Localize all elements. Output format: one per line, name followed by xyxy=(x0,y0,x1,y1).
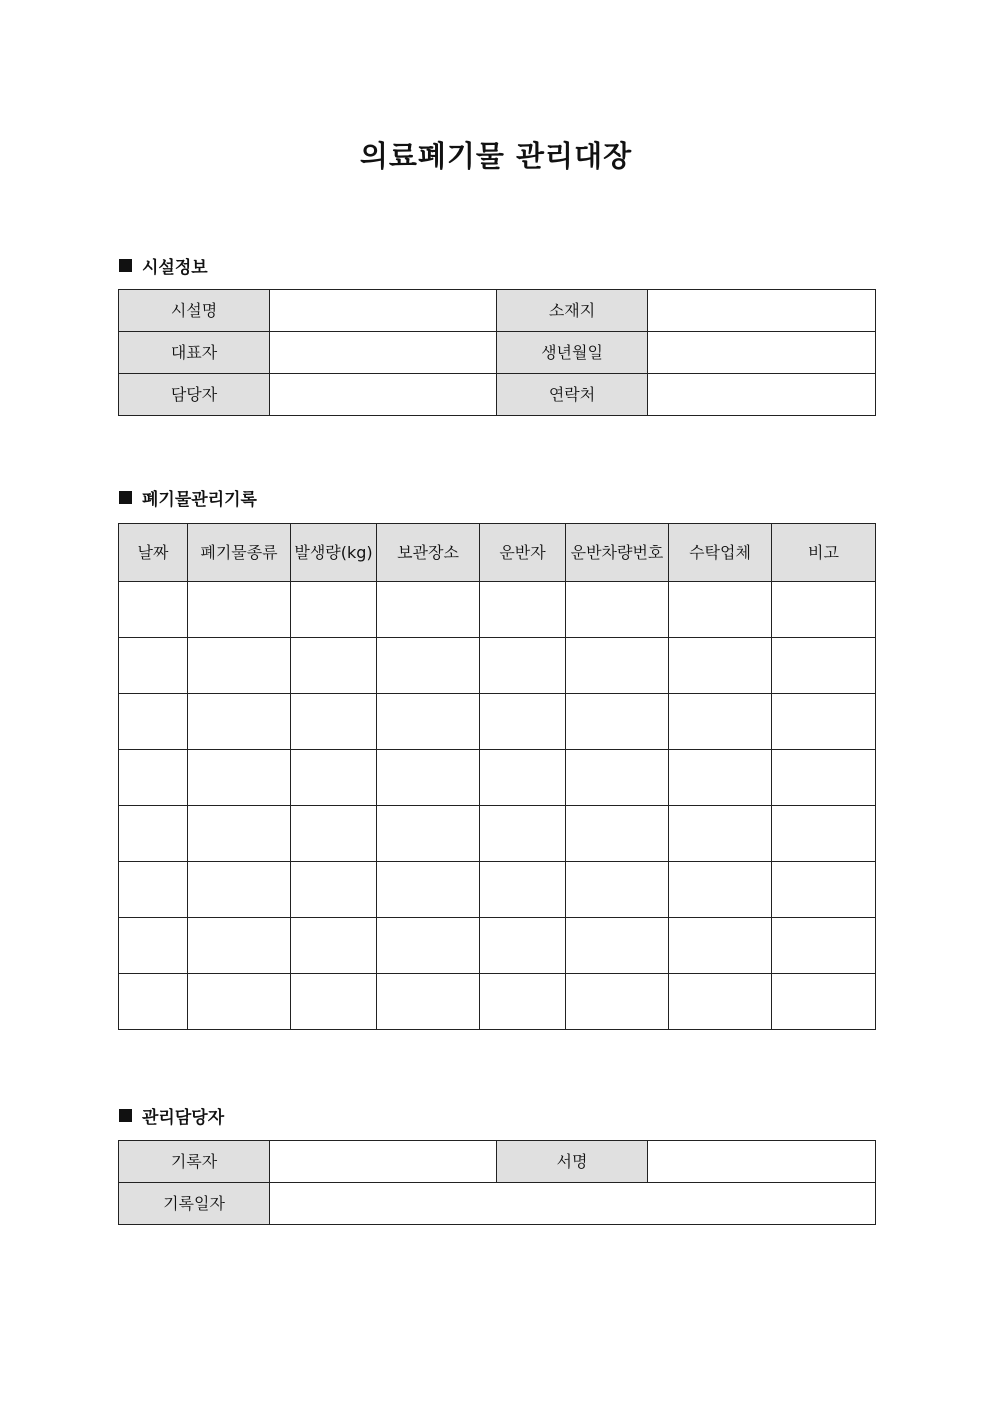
recorder-field[interactable] xyxy=(270,1141,497,1183)
record-cell[interactable] xyxy=(669,974,772,1030)
record-cell[interactable] xyxy=(377,694,480,750)
facility-info-table xyxy=(118,289,876,416)
section-heading-manager xyxy=(119,1104,224,1126)
record-cell[interactable] xyxy=(119,862,188,918)
table-header-row xyxy=(119,524,876,582)
record-cell[interactable] xyxy=(291,694,377,750)
record-cell[interactable] xyxy=(669,582,772,638)
column-header: 비고 xyxy=(772,524,876,582)
birth-date-label: 생년월일 xyxy=(497,332,648,374)
record-cell[interactable] xyxy=(188,974,291,1030)
column-header: 운반자 xyxy=(480,524,566,582)
record-cell[interactable] xyxy=(377,638,480,694)
table-row xyxy=(119,1183,876,1225)
record-cell[interactable] xyxy=(669,694,772,750)
record-cell[interactable] xyxy=(772,806,876,862)
record-cell[interactable] xyxy=(566,862,669,918)
record-cell[interactable] xyxy=(772,750,876,806)
record-cell[interactable] xyxy=(566,694,669,750)
record-cell[interactable] xyxy=(119,638,188,694)
record-cell[interactable] xyxy=(188,582,291,638)
record-cell[interactable] xyxy=(772,638,876,694)
location-label: 소재지 xyxy=(497,290,648,332)
manager-table xyxy=(118,1140,876,1225)
record-cell[interactable] xyxy=(188,918,291,974)
record-cell[interactable] xyxy=(291,638,377,694)
table-row xyxy=(119,806,876,862)
record-cell[interactable] xyxy=(377,750,480,806)
record-cell[interactable] xyxy=(188,638,291,694)
section-heading-label: 관리담당자 xyxy=(142,1107,225,1128)
record-cell[interactable] xyxy=(480,582,566,638)
representative-label: 대표자 xyxy=(119,332,270,374)
record-cell[interactable] xyxy=(291,974,377,1030)
record-cell[interactable] xyxy=(480,806,566,862)
record-cell[interactable] xyxy=(772,974,876,1030)
record-cell[interactable] xyxy=(772,918,876,974)
section-heading-facility xyxy=(119,254,208,276)
table-row xyxy=(119,918,876,974)
table-row xyxy=(119,332,876,374)
record-cell[interactable] xyxy=(480,750,566,806)
record-cell[interactable] xyxy=(119,694,188,750)
square-bullet-icon xyxy=(119,1109,132,1122)
signature-field[interactable] xyxy=(648,1141,876,1183)
recorder-label: 기록자 xyxy=(119,1141,270,1183)
record-cell[interactable] xyxy=(119,806,188,862)
column-header: 수탁업체 xyxy=(669,524,772,582)
section-heading-records xyxy=(119,486,257,508)
table-row xyxy=(119,582,876,638)
record-cell[interactable] xyxy=(566,974,669,1030)
record-cell[interactable] xyxy=(669,750,772,806)
record-cell[interactable] xyxy=(566,750,669,806)
record-date-field[interactable] xyxy=(270,1183,876,1225)
column-header: 운반차량번호 xyxy=(566,524,669,582)
person-in-charge-label: 담당자 xyxy=(119,374,270,416)
contact-label: 연락처 xyxy=(497,374,648,416)
waste-records-table xyxy=(118,523,876,1030)
record-cell[interactable] xyxy=(188,694,291,750)
record-cell[interactable] xyxy=(377,582,480,638)
location-field[interactable] xyxy=(648,290,876,332)
record-cell[interactable] xyxy=(566,806,669,862)
table-row xyxy=(119,1141,876,1183)
signature-label: 서명 xyxy=(497,1141,648,1183)
facility-name-field[interactable] xyxy=(270,290,497,332)
record-cell[interactable] xyxy=(480,694,566,750)
record-cell[interactable] xyxy=(377,862,480,918)
square-bullet-icon xyxy=(119,259,132,272)
record-cell[interactable] xyxy=(480,974,566,1030)
column-header: 발생량(kg) xyxy=(291,524,377,582)
record-cell[interactable] xyxy=(291,806,377,862)
record-cell[interactable] xyxy=(669,806,772,862)
record-cell[interactable] xyxy=(291,750,377,806)
record-cell[interactable] xyxy=(480,638,566,694)
page-title: 의료폐기물 관리대장 xyxy=(359,139,633,173)
table-row xyxy=(119,374,876,416)
record-cell[interactable] xyxy=(377,806,480,862)
record-cell[interactable] xyxy=(188,862,291,918)
record-cell[interactable] xyxy=(480,918,566,974)
representative-field[interactable] xyxy=(270,332,497,374)
section-heading-label: 시설정보 xyxy=(142,257,208,278)
record-cell[interactable] xyxy=(669,638,772,694)
record-cell[interactable] xyxy=(480,862,566,918)
record-cell[interactable] xyxy=(772,582,876,638)
record-cell[interactable] xyxy=(119,582,188,638)
record-cell[interactable] xyxy=(772,694,876,750)
table-row xyxy=(119,638,876,694)
record-cell[interactable] xyxy=(291,582,377,638)
record-cell[interactable] xyxy=(119,750,188,806)
table-row xyxy=(119,974,876,1030)
person-in-charge-field[interactable] xyxy=(270,374,497,416)
column-header: 날짜 xyxy=(119,524,188,582)
table-row xyxy=(119,694,876,750)
record-cell[interactable] xyxy=(377,918,480,974)
record-date-label: 기록일자 xyxy=(119,1183,270,1225)
record-cell[interactable] xyxy=(119,974,188,1030)
record-cell[interactable] xyxy=(566,918,669,974)
table-row xyxy=(119,290,876,332)
table-row xyxy=(119,750,876,806)
contact-field[interactable] xyxy=(648,374,876,416)
facility-name-label: 시설명 xyxy=(119,290,270,332)
table-row xyxy=(119,862,876,918)
birth-date-field[interactable] xyxy=(648,332,876,374)
record-cell[interactable] xyxy=(669,862,772,918)
record-cell[interactable] xyxy=(119,918,188,974)
column-header: 보관장소 xyxy=(377,524,480,582)
record-cell[interactable] xyxy=(772,862,876,918)
record-cell[interactable] xyxy=(188,750,291,806)
record-cell[interactable] xyxy=(291,918,377,974)
column-header: 폐기물종류 xyxy=(188,524,291,582)
record-cell[interactable] xyxy=(188,806,291,862)
record-cell[interactable] xyxy=(566,638,669,694)
record-cell[interactable] xyxy=(669,918,772,974)
section-heading-label: 폐기물관리기록 xyxy=(142,489,257,510)
record-cell[interactable] xyxy=(291,862,377,918)
record-cell[interactable] xyxy=(566,582,669,638)
square-bullet-icon xyxy=(119,491,132,504)
record-cell[interactable] xyxy=(377,974,480,1030)
